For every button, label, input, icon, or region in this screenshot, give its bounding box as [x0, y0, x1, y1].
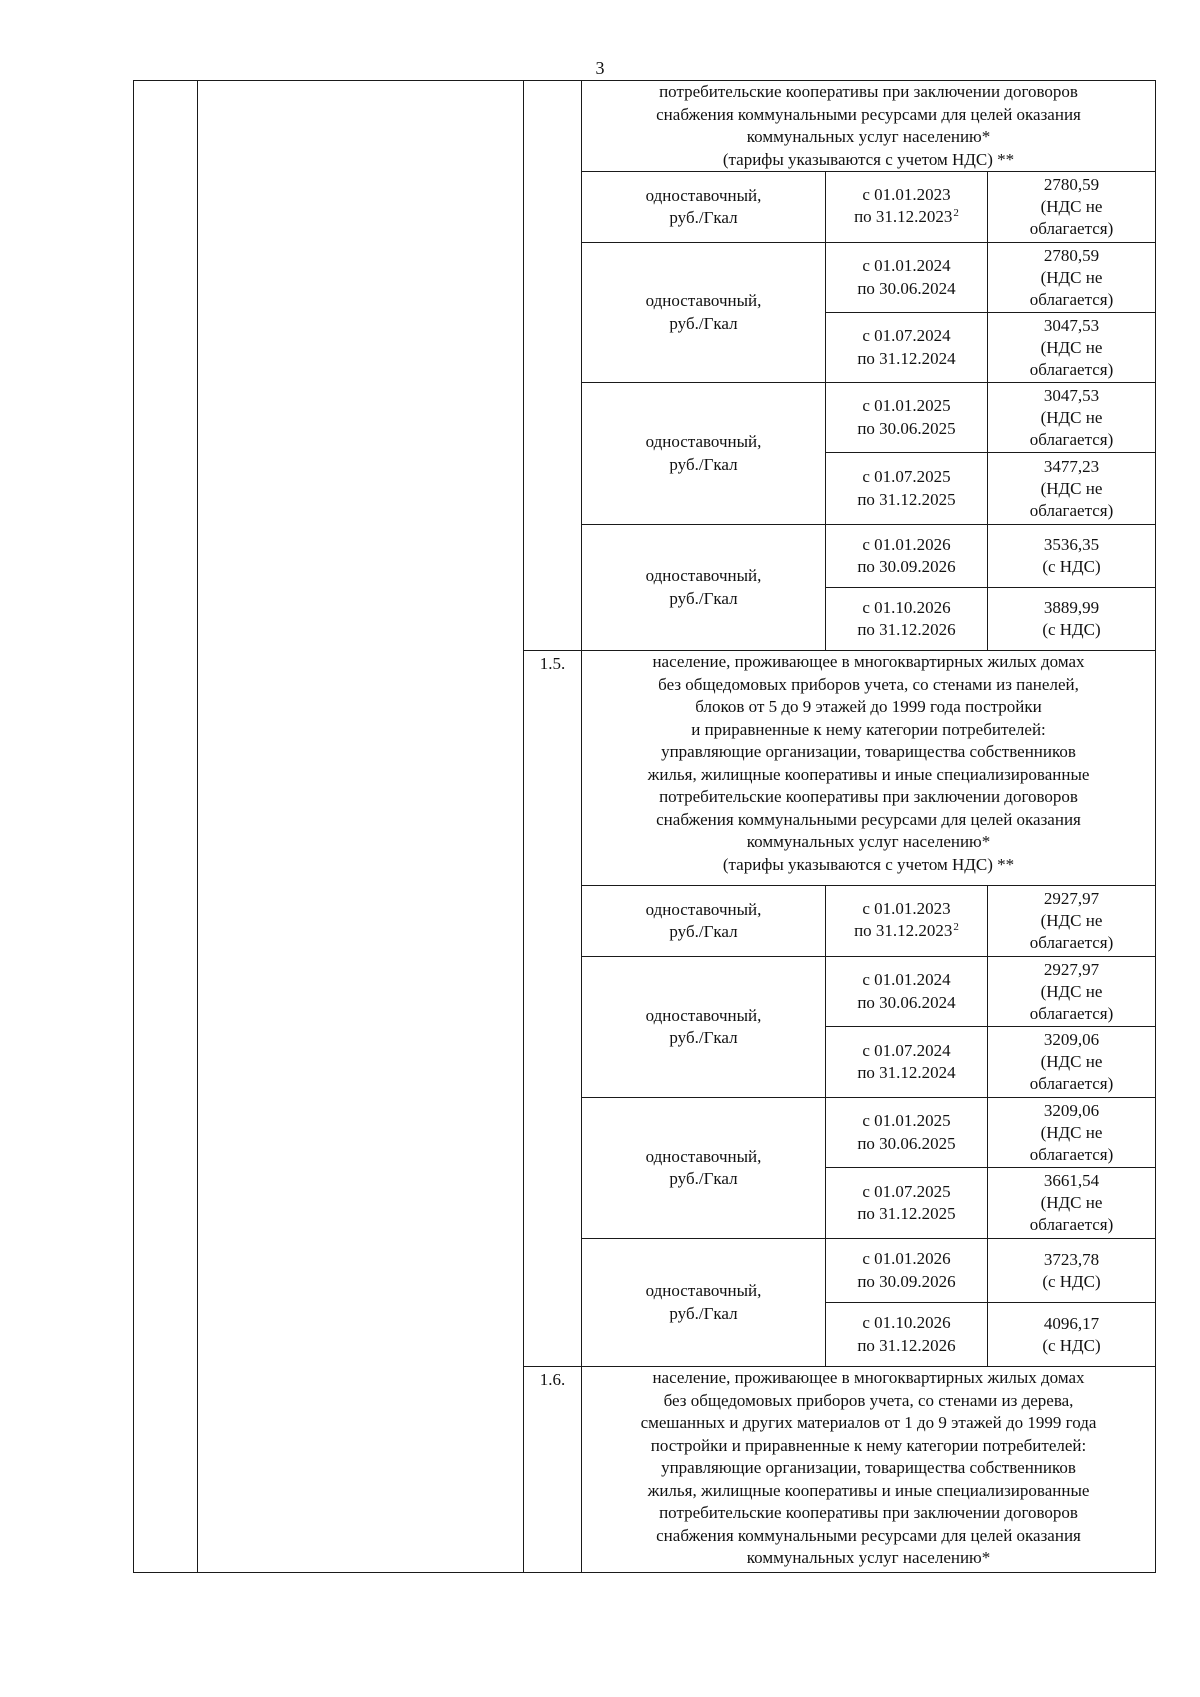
type-text: руб./Гкал [669, 1169, 738, 1188]
tariff-value-cell [988, 1027, 1156, 1098]
period-cell [826, 957, 988, 1027]
tariff-value-cell [988, 957, 1156, 1027]
value-text: (с НДС) [1042, 1271, 1101, 1291]
to-text: по 31.12.2026 [857, 620, 956, 639]
to-text: по 30.06.2025 [857, 1133, 956, 1153]
tariff-value-cell [988, 525, 1156, 588]
description-text: без общедомовых приборов учета, со стенами из дерева, [663, 1390, 1074, 1410]
value-text: 3047,53 [1043, 315, 1100, 335]
value-text: облагается) [1029, 1003, 1114, 1023]
from-text: с 01.01.2026 [862, 1249, 951, 1268]
type-text: руб./Гкал [669, 208, 738, 227]
description-text: управляющие организации, товарищества собственников [661, 742, 1076, 761]
value-text: 2927,97 [1043, 889, 1100, 908]
blank-col-b [198, 81, 524, 1573]
period-cell [826, 313, 988, 383]
type-text: одноставочный, [645, 566, 762, 585]
type-text: одноставочный, [645, 185, 762, 205]
description-text: коммунальных услуг населению* [746, 832, 991, 851]
to-text: по 30.06.2025 [857, 418, 956, 438]
period-cell [826, 243, 988, 313]
blank-col-a [134, 81, 198, 1573]
description-text: коммунальных услуг населению* [746, 1548, 991, 1567]
description-text: постройки и приравненные к нему категории потребителей: [650, 1435, 1087, 1455]
section-description [582, 81, 1156, 172]
to-text: по 30.09.2026 [857, 557, 956, 576]
value-text: 3723,78 [1043, 1249, 1100, 1269]
value-text: (НДС не [1040, 267, 1103, 287]
value-text: 3889,99 [1043, 598, 1100, 617]
tariff-value-cell [988, 1098, 1156, 1168]
description-text: жилья, жилищные кооперативы и иные специализированные [647, 1480, 1090, 1500]
value-text: 2780,59 [1043, 175, 1100, 194]
type-text: одноставочный, [645, 1005, 762, 1025]
tariff-type-cell [582, 1098, 826, 1239]
to-text: по 31.12.2023 [854, 921, 953, 940]
value-text: 3209,06 [1043, 1100, 1100, 1120]
value-text: (с НДС) [1042, 1335, 1101, 1355]
value-text: облагается) [1029, 1215, 1114, 1234]
from-text: с 01.10.2026 [862, 1313, 951, 1332]
value-text: (НДС не [1040, 911, 1103, 930]
tariff-value-cell [988, 1239, 1156, 1303]
from-text: с 01.07.2024 [862, 1040, 951, 1060]
type-text: руб./Гкал [669, 922, 738, 941]
from-text: с 01.01.2023 [862, 898, 951, 918]
value-text: (НДС не [1040, 407, 1103, 427]
to-text: по 31.12.2025 [857, 1204, 956, 1223]
tariff-type-cell [582, 886, 826, 957]
tariff-type-cell [582, 172, 826, 243]
tariff-value-cell [988, 886, 1156, 957]
value-text: (с НДС) [1042, 557, 1101, 576]
period-cell [826, 453, 988, 525]
value-text: (НДС не [1040, 981, 1103, 1001]
type-text: одноставочный, [645, 291, 762, 310]
period-cell [826, 383, 988, 453]
description-text: блоков от 5 до 9 этажей до 1999 года постройки [695, 697, 1042, 716]
description-text: и приравненные к нему категории потребителей: [691, 719, 1046, 739]
tariff-value-cell [988, 313, 1156, 383]
type-text: одноставочный, [645, 899, 762, 919]
from-text: с 01.01.2026 [862, 534, 951, 554]
sup-text: 2 [953, 921, 959, 933]
value-text: (НДС не [1040, 197, 1103, 216]
type-text: руб./Гкал [669, 588, 738, 608]
period-cell [826, 525, 988, 588]
to-text: по 30.06.2024 [857, 278, 956, 298]
sup-text: 2 [953, 207, 959, 219]
value-text: (НДС не [1040, 1122, 1103, 1142]
section-description [582, 651, 1156, 886]
value-text: облагается) [1029, 429, 1114, 449]
value-text: облагается) [1029, 219, 1114, 238]
type-text: одноставочный, [645, 1146, 762, 1166]
from-text: с 01.07.2025 [862, 467, 951, 486]
value-text: (НДС не [1040, 478, 1103, 498]
from-text: с 01.07.2024 [862, 326, 951, 345]
to-text: по 31.12.2023 [854, 207, 953, 226]
to-text: по 30.09.2026 [857, 1271, 956, 1291]
value-text: облагается) [1029, 1074, 1114, 1093]
value-text: 3536,35 [1043, 535, 1100, 554]
from-text: с 01.01.2025 [862, 396, 951, 415]
description-text: без общедомовых приборов учета, со стенами из панелей, [658, 674, 1079, 694]
tariff-type-cell [582, 243, 826, 383]
value-text: 2780,59 [1043, 245, 1100, 265]
from-text: с 01.01.2023 [862, 184, 951, 204]
from-text: с 01.01.2024 [862, 970, 951, 989]
period-cell [826, 1027, 988, 1098]
description-text: потребительские кооперативы при заключении договоров [659, 1503, 1078, 1522]
description-text: (тарифы указываются с учетом НДС) ** [722, 149, 1015, 169]
description-text: потребительские кооперативы при заключении договоров [659, 82, 1078, 101]
type-text: руб./Гкал [669, 1028, 738, 1047]
to-text: по 31.12.2025 [857, 489, 956, 509]
tariff-value-cell [988, 383, 1156, 453]
value-text: облагается) [1029, 1144, 1114, 1164]
tariff-table [133, 80, 1156, 1573]
type-text: руб./Гкал [669, 454, 738, 474]
tariff-value-cell [988, 172, 1156, 243]
tariff-value-cell [988, 453, 1156, 525]
value-text: облагается) [1029, 289, 1114, 309]
from-text: с 01.10.2026 [862, 597, 951, 617]
tariff-type-cell [582, 383, 826, 525]
value-text: 3209,06 [1043, 1030, 1100, 1049]
tariff-type-cell [582, 957, 826, 1098]
section-number: 1.6. [524, 1367, 582, 1573]
to-text: по 31.12.2026 [857, 1335, 956, 1355]
value-text: 2927,97 [1043, 959, 1100, 979]
value-text: 3661,54 [1043, 1171, 1100, 1190]
to-text: по 31.12.2024 [857, 348, 956, 368]
value-text: (НДС не [1040, 337, 1103, 357]
period-cell [826, 172, 988, 243]
value-text: облагается) [1029, 500, 1114, 520]
description-text: смешанных и других материалов от 1 до 9 этажей до 1999 года [640, 1413, 1097, 1432]
description-text: (тарифы указываются с учетом НДС) ** [722, 854, 1015, 874]
period-cell [826, 886, 988, 957]
page-number: 3 [595, 58, 605, 78]
value-text: облагается) [1029, 933, 1114, 952]
period-cell [826, 1168, 988, 1239]
tariff-type-cell [582, 525, 826, 651]
value-text: 4096,17 [1043, 1313, 1100, 1333]
from-text: с 01.01.2024 [862, 256, 951, 275]
tariff-type-cell [582, 1239, 826, 1367]
period-cell [826, 1239, 988, 1303]
description-text: снабжения коммунальными ресурсами для целей оказания [656, 104, 1081, 124]
description-text: коммунальных услуг населению* [746, 127, 991, 146]
section-number-cell [524, 81, 582, 651]
description-text: жилья, жилищные кооперативы и иные специализированные [647, 764, 1090, 784]
tariff-value-cell [988, 1303, 1156, 1367]
description-text: снабжения коммунальными ресурсами для целей оказания [656, 809, 1081, 829]
description-text: население, проживающее в многоквартирных жилых домах [652, 1368, 1085, 1387]
tariff-value-cell [988, 1168, 1156, 1239]
description-text: население, проживающее в многоквартирных жилых домах [652, 652, 1085, 671]
to-text: по 31.12.2024 [857, 1063, 956, 1082]
from-text: с 01.07.2025 [862, 1181, 951, 1201]
value-text: (НДС не [1040, 1193, 1103, 1212]
type-text: руб./Гкал [669, 1303, 738, 1323]
section-number: 1.5. [524, 651, 582, 1367]
value-text: (НДС не [1040, 1052, 1103, 1071]
description-text: управляющие организации, товарищества собственников [661, 1458, 1076, 1477]
period-cell [826, 588, 988, 651]
section-description [582, 1367, 1156, 1573]
description-text: снабжения коммунальными ресурсами для целей оказания [656, 1525, 1081, 1545]
to-text: по 30.06.2024 [857, 992, 956, 1012]
from-text: с 01.01.2025 [862, 1111, 951, 1130]
period-cell [826, 1303, 988, 1367]
description-text: потребительские кооперативы при заключении договоров [659, 787, 1078, 806]
tariff-value-cell [988, 588, 1156, 651]
type-text: одноставочный, [645, 1281, 762, 1300]
value-text: 3477,23 [1043, 456, 1100, 476]
value-text: облагается) [1029, 359, 1114, 379]
type-text: одноставочный, [645, 432, 762, 451]
type-text: руб./Гкал [669, 313, 738, 333]
value-text: (с НДС) [1042, 620, 1101, 639]
value-text: 3047,53 [1043, 385, 1100, 405]
tariff-value-cell [988, 243, 1156, 313]
period-cell [826, 1098, 988, 1168]
